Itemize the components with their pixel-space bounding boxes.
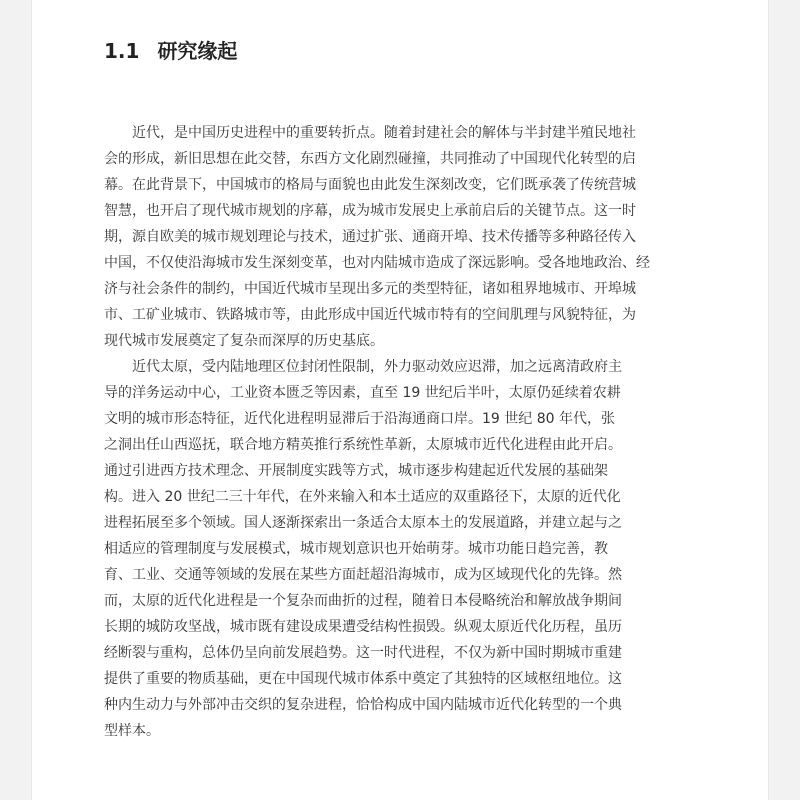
text-line: 而，太原的近代化进程是一个复杂而曲折的过程，随着日本侵略统治和解放战争期间 [104, 593, 622, 609]
text-line: 市、工矿业城市、铁路城市等，由此形成中国近代城市特有的空间肌理与风貌特征，为 [104, 307, 636, 323]
text-line: 智慧，也开启了现代城市规划的序幕，成为城市发展史上承前启后的关键节点。这一时 [104, 203, 636, 219]
section-title: 研究缘起 [157, 39, 238, 63]
text-line: 经断裂与重构，总体仍呈向前发展趋势。这一时代进程，不仅为新中国时期城市重建 [104, 645, 622, 661]
body-text [104, 120, 664, 744]
text-line: 种内生动力与外部冲击交织的复杂进程，恰恰构成中国内陆城市近代化转型的一个典 [104, 697, 622, 713]
text-line: 导的洋务运动中心，工业资本匮乏等因素，直至 19 世纪后半叶，太原仍延续着农耕 [104, 385, 621, 401]
text-line: 幕。在此背景下，中国城市的格局与面貌也由此发生深刻改变，它们既承袭了传统营城 [104, 177, 636, 193]
section-number: 1.1 [104, 39, 140, 63]
document-page [31, 0, 769, 800]
text-line: 长期的城防攻坚战，城市既有建设成果遭受结构性损毁。纵观太原近代化历程，虽历 [104, 619, 622, 635]
text-line: 相适应的管理制度与发展模式，城市规划意识也开始萌芽。城市功能日趋完善，教 [104, 541, 608, 557]
text-line: 现代城市发展奠定了复杂而深厚的历史基底。 [104, 333, 384, 349]
text-line: 近代太原，受内陆地理区位封闭性限制，外力驱动效应迟滞，加之远离清政府主 [104, 359, 622, 375]
text-line: 文明的城市形态特征，近代化进程明显滞后于沿海通商口岸。19 世纪 80 年代，张 [104, 411, 615, 427]
text-line: 近代，是中国历史进程中的重要转折点。随着封建社会的解体与半封建半殖民地社 [104, 125, 636, 141]
text-line: 育、工业、交通等领域的发展在某些方面赶超沿海城市，成为区域现代化的先锋。然 [104, 567, 622, 583]
text-line: 中国，不仅使沿海城市发生深刻变革，也对内陆城市造成了深远影响。受各地地政治、经 [104, 255, 650, 271]
text-line: 型样本。 [104, 723, 160, 739]
text-line: 期，源自欧美的城市规划理论与技术，通过扩张、通商开埠、技术传播等多种路径传入 [104, 229, 636, 245]
text-line: 提供了重要的物质基础，更在中国现代城市体系中奠定了其独特的区域枢纽地位。这 [104, 671, 622, 687]
text-line: 济与社会条件的制约，中国近代城市呈现出多元的类型特征，诸如租界地城市、开埠城 [104, 281, 636, 297]
text-line: 进程拓展至多个领域。国人逐渐探索出一条适合太原本土的发展道路，并建立起与之 [104, 515, 622, 531]
text-line: 之洞出任山西巡抚，联合地方精英推行系统性革新，太原城市近代化进程由此开启。 [104, 437, 622, 453]
text-line: 通过引进西方技术理念、开展制度实践等方式，城市逐步构建起近代发展的基础架 [104, 463, 608, 479]
text-line: 构。进入 20 世纪二三十年代，在外来输入和本土适应的双重路径下，太原的近代化 [104, 489, 621, 505]
text-line: 会的形成，新旧思想在此交替，东西方文化剧烈碰撞，共同推动了中国现代化转型的启 [104, 151, 636, 167]
section-heading [104, 36, 237, 66]
